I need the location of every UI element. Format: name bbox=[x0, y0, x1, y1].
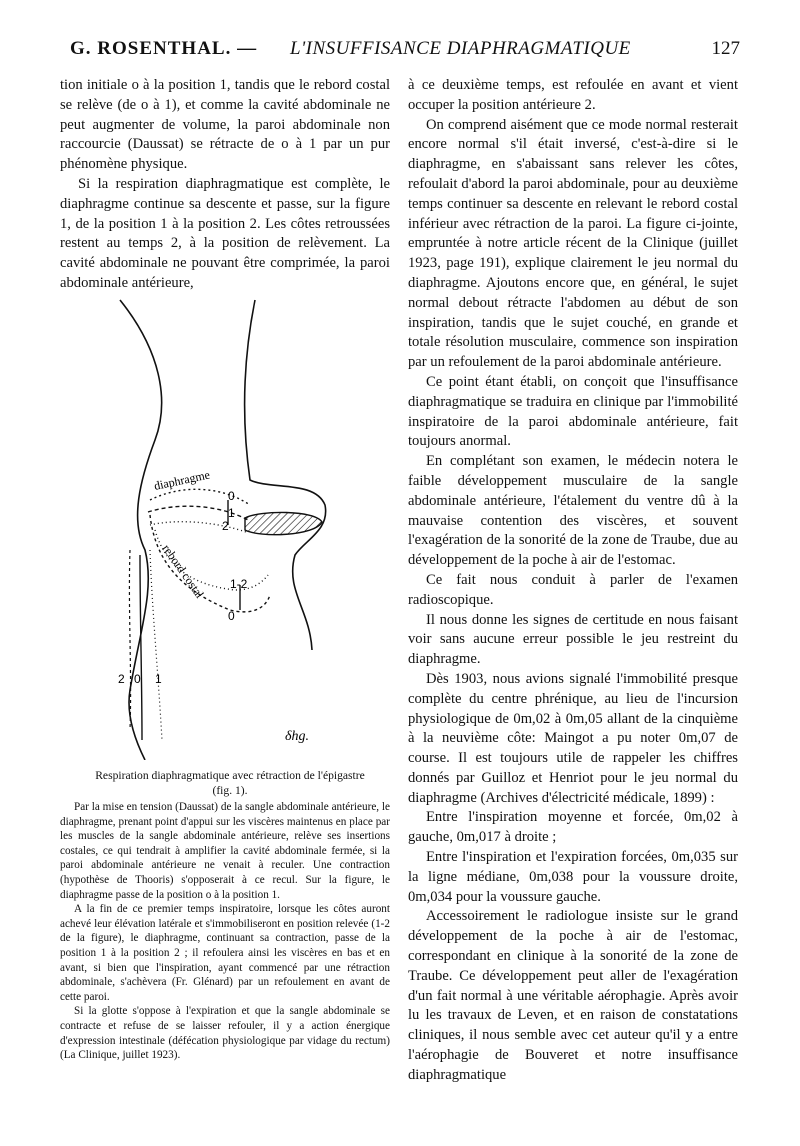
figure-caption bbox=[70, 768, 390, 798]
note-paragraph-2: A la fin de ce premier temps inspiratoire, lorsque les côtes auront achevé leur élévation latérale et s'immobiliseront en position relevée (1-2 de la figure), le diaphragme, continuant sa contraction, passe de la position 1 à la position 2 ; il refoulera ainsi les viscères en bas et en avant, si bien que l'inspiration, ayant commencé par une rétraction abdominale, s'achèvera (Fr. Glénard) par un refoulement en avant de cette paroi. bbox=[60, 903, 390, 1003]
right-paragraph-9: Entre l'inspiration et l'expiration forcées, 0m,035 sur la ligne médiane, 0m,038 pour la voussure droite, 0m,034 pour la voussure gauche. bbox=[408, 849, 738, 905]
figure-note bbox=[60, 800, 390, 1063]
left-paragraph-1: tion initiale o à la position 1, tandis que le rebord costal se relève (de o à 1), et comme la cavité abdominale ne peut augmenter de volume, la paroi abdominale non raccourcie (Daussat) se rétracte de o à 1 par un pur phénomène physique. bbox=[60, 77, 390, 173]
note-paragraph-1: Par la mise en tension (Daussat) de la sangle abdominale antérieure, le diaphragme, prenant point d'appui sur les viscères maintenus en place par les muscles de la sangle abdominale antérieure, relève ses insertions costales, ce qui tendrait à amplifier la cavité abdominale fermée, si la paroi abdominale antérieure ne venait à reculer. Une contraction (hypothèse de Thooris) s'opposerait à ce recul. Sur la figure, le diaphragme passe de la position o à la position 1. bbox=[60, 801, 390, 901]
left-column bbox=[60, 76, 390, 294]
header-author: G. ROSENTHAL. — bbox=[70, 38, 258, 59]
page-number: 127 bbox=[711, 38, 740, 59]
label-1-top: 1 bbox=[228, 506, 235, 520]
running-header bbox=[70, 38, 740, 68]
right-column bbox=[408, 76, 738, 1086]
header-title: L'INSUFFISANCE DIAPHRAGMATIQUE bbox=[290, 38, 631, 59]
label-1-2: 1-2 bbox=[230, 577, 248, 591]
right-paragraph-3: Ce point étant établi, on conçoit que l'insuffisance diaphragmatique se traduira en clinique par l'immobilité inspiratoire de la paroi abdominale antérieure, fait toujours anormal. bbox=[408, 373, 738, 450]
right-paragraph-1: à ce deuxième temps, est refoulée en avant et vient occuper la position antérieure 2. bbox=[408, 77, 738, 113]
caption-line-2: (fig. 1). bbox=[212, 784, 248, 797]
label-0-top: 0 bbox=[228, 489, 235, 503]
label-2-top: 2 bbox=[222, 519, 229, 533]
right-paragraph-2: On comprend aisément que ce mode normal resterait encore normal s'il était inversé, c'est-à-dire si le diaphragme, en s'abaissant sans relever les côtes, refoulait d'abord la paroi abdominale, pour au deuxième temps continuer sa descente en relevant le rebord costal inférieur avec rétraction de la paroi. La figure ci-jointe, empruntée à notre article récent de la Clinique (juillet 1923, page 191), explique clairement le jeu normal du diaphragme. Ajoutons encore que, en général, le sujet normal debout rétracte l'abdomen au début de son inspiration, tandis que le sujet couché, en grande et totale résolution musculaire, commence son inspiration par un refoulement de la paroi abdominale antérieure. bbox=[408, 116, 738, 371]
label-diaphragme: diaphragme bbox=[152, 467, 212, 493]
right-paragraph-7: Dès 1903, nous avions signalé l'immobilité presque complète du centre phrénique, au lieu de l'incursion physiologique de 0m,02 à 0m,05 allant de la cinquième à la neuvième côte: Maingot a pu noter 0m,07 de course. Il est toujours utile de rappeler les chiffres donnés par Guilloz et Henriot pour le jeu normal du diaphragme (Archives d'électricité médicale, 1899) : bbox=[408, 670, 738, 806]
label-0-bottom: 0 bbox=[228, 609, 235, 623]
right-paragraph-6: Il nous donne les signes de certitude en nous faisant voir sans aucune erreur possible le jeu restreint du diaphragme. bbox=[408, 611, 738, 668]
note-paragraph-3: Si la glotte s'oppose à l'expiration et que la sangle abdominale se contracte et refuse de se laisser refouler, il y a action énergique d'expression intestinale (défécation physiologique par vidage du rectum) (La Clinique, juillet 1923). bbox=[60, 1005, 390, 1062]
caption-line-1: Respiration diaphragmatique avec rétraction de l'épigastre bbox=[95, 769, 365, 782]
right-paragraph-8: Entre l'inspiration moyenne et forcée, 0m,02 à gauche, 0m,017 à droite ; bbox=[408, 809, 738, 846]
label-1-left: 1 bbox=[155, 672, 162, 686]
artist-signature: δhg. bbox=[285, 729, 310, 744]
right-paragraph-10: Accessoirement le radiologue insiste sur le grand développement de la poche à air de l'estomac, correspondant en clinique à la sonorité de la zone de Traube. Ce développement peut aller de l'exagération d'un fait normal à une véritable aérophagie. Après avoir lu les travaux de Leven, et en raison de constatations cliniques, il nous semble avec cet auteur qu'il y a entre l'aérophagie de Bouveret et notre insuffisance diaphragmatique bbox=[408, 908, 738, 1083]
label-2-left: 2 bbox=[118, 672, 125, 686]
right-paragraph-5: Ce fait nous conduit à parler de l'examen radioscopique. bbox=[408, 571, 738, 608]
respiration-figure bbox=[100, 290, 350, 760]
label-0-left: 0 bbox=[134, 672, 141, 686]
left-paragraph-2: Si la respiration diaphragmatique est complète, le diaphragme continue sa descente et passe, sur la figure 1, de la position 1 à la position 2. Les côtes retroussées restent au temps 2, à la position de relèvement. La cavité abdominale ne pouvant être comprimée, la paroi abdominale antérieure, bbox=[60, 175, 390, 291]
label-rebord-costal: rebord costal bbox=[159, 541, 207, 601]
right-paragraph-4: En complétant son examen, le médecin notera le faible développement musculaire de la sangle abdominale antérieure, l'étalement du ventre dû à la mauvaise contention des viscères, et souvent l'exagération de la sonorité de la zone de Traube, due au développement de la poche à air de l'estomac. bbox=[408, 453, 738, 569]
